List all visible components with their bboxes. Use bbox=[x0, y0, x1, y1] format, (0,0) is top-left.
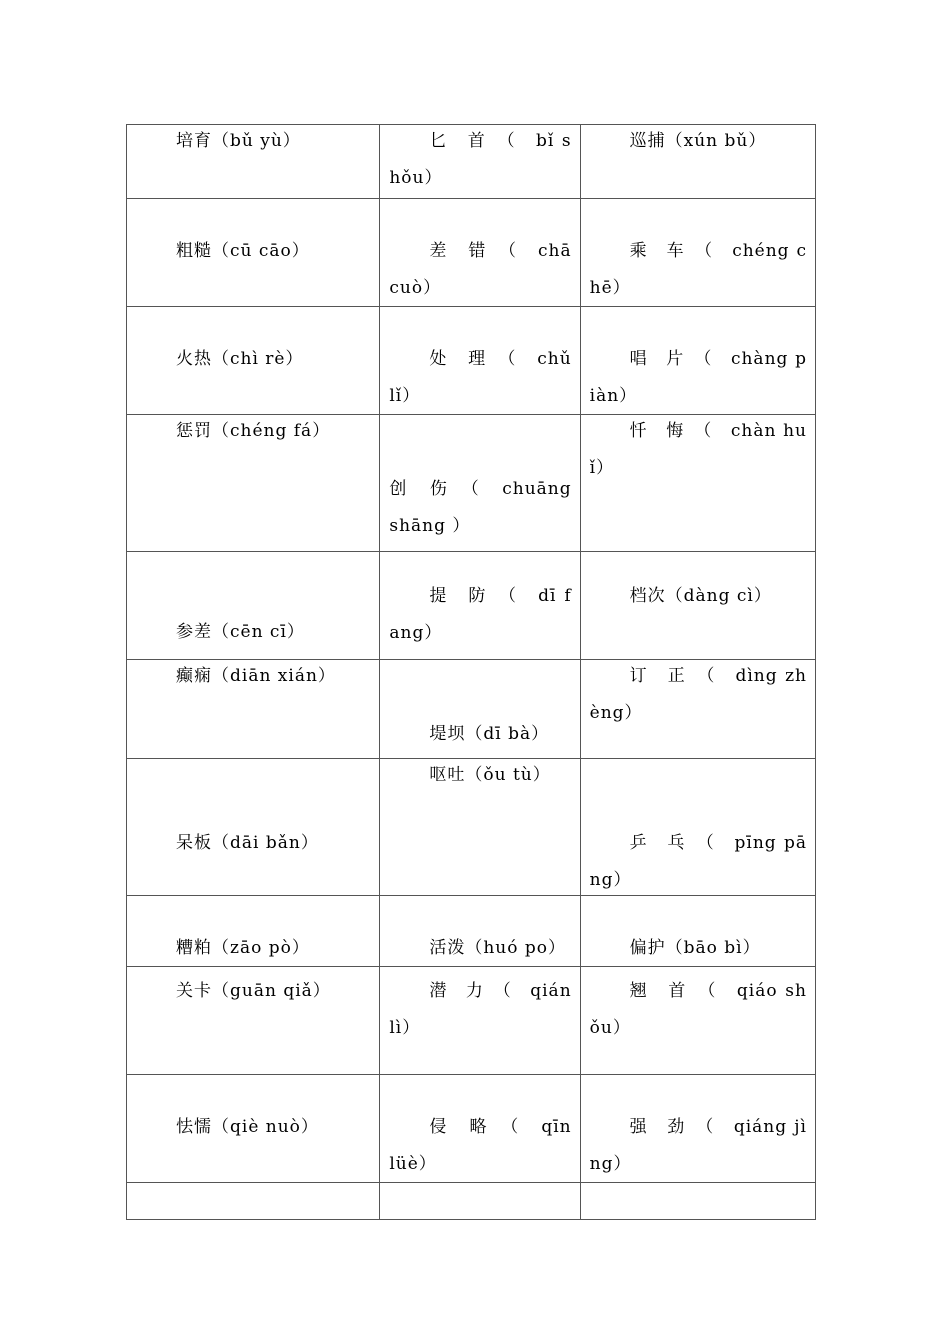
table-row bbox=[127, 1075, 816, 1183]
table-cell bbox=[580, 896, 815, 967]
table-row bbox=[127, 759, 816, 896]
table-cell bbox=[127, 307, 380, 415]
vocab-entry: 翘 首 （ qiáo shǒu） bbox=[589, 981, 807, 1038]
table-cell bbox=[580, 415, 815, 552]
vocab-entry: 档次（dàng cì） bbox=[629, 586, 772, 606]
vocab-entry: 活泼（huó po） bbox=[429, 938, 567, 958]
table-row bbox=[127, 307, 816, 415]
table-row bbox=[127, 896, 816, 967]
vocab-entry: 提 防 （ dī fang） bbox=[389, 586, 572, 643]
vocab-entry: 匕 首 （ bǐ shǒu） bbox=[389, 131, 572, 188]
table-cell bbox=[127, 125, 380, 199]
vocabulary-table bbox=[126, 124, 816, 1220]
vocab-entry: 差 错 （ chā cuò） bbox=[389, 241, 572, 298]
table-cell bbox=[127, 199, 380, 307]
table-row bbox=[127, 125, 816, 199]
vocab-entry: 怯懦（qiè nuò） bbox=[176, 1117, 319, 1137]
table-cell bbox=[380, 1075, 580, 1183]
table-cell bbox=[127, 552, 380, 660]
table-cell bbox=[127, 1183, 380, 1220]
table-cell bbox=[380, 1183, 580, 1220]
table-cell bbox=[127, 896, 380, 967]
table-row bbox=[127, 199, 816, 307]
table-cell bbox=[380, 896, 580, 967]
table-cell bbox=[580, 199, 815, 307]
table-cell bbox=[380, 125, 580, 199]
table-cell bbox=[127, 415, 380, 552]
vocab-entry: 侵 略 （ qīn lüè） bbox=[389, 1117, 572, 1174]
vocab-entry: 乘 车 （ chéng chē） bbox=[589, 241, 807, 298]
table-cell bbox=[380, 660, 580, 759]
vocab-entry: 培育（bǔ yù） bbox=[176, 131, 301, 151]
vocab-entry: 癫痫（diān xián） bbox=[176, 666, 336, 686]
table-cell bbox=[580, 1075, 815, 1183]
vocab-entry: 关卡（guān qiǎ） bbox=[176, 981, 331, 1001]
table-cell bbox=[127, 1075, 380, 1183]
table-row bbox=[127, 415, 816, 552]
vocab-entry: 创 伤 （ chuāng shāng ） bbox=[389, 479, 572, 536]
table-row bbox=[127, 552, 816, 660]
vocab-entry: 参差（cēn cī） bbox=[176, 622, 305, 642]
vocab-entry: 订 正 （ dìng zhèng） bbox=[589, 666, 807, 723]
table-cell bbox=[380, 552, 580, 660]
table-cell bbox=[580, 1183, 815, 1220]
table-cell bbox=[580, 125, 815, 199]
table-cell bbox=[380, 967, 580, 1075]
vocab-entry: 偏护（bāo bì） bbox=[629, 938, 761, 958]
vocab-entry: 呆板（dāi bǎn） bbox=[176, 833, 319, 853]
vocab-entry: 忏 悔 （ chàn huǐ） bbox=[589, 421, 807, 478]
vocab-entry: 巡捕（xún bǔ） bbox=[629, 131, 767, 151]
table-cell bbox=[580, 552, 815, 660]
table-cell bbox=[380, 199, 580, 307]
vocab-entry: 处 理 （ chǔ lǐ） bbox=[389, 349, 572, 406]
vocab-entry: 乒 乓 （ pīng pāng） bbox=[589, 833, 807, 890]
table-cell bbox=[580, 759, 815, 896]
table-cell bbox=[380, 307, 580, 415]
table-cell bbox=[580, 660, 815, 759]
vocab-entry: 糟粕（zāo pò） bbox=[176, 938, 310, 958]
table-cell bbox=[580, 307, 815, 415]
vocab-entry: 呕吐（ǒu tù） bbox=[429, 765, 551, 785]
table-cell bbox=[127, 967, 380, 1075]
table-row bbox=[127, 660, 816, 759]
vocab-entry: 惩罚（chéng fá） bbox=[176, 421, 331, 441]
vocab-entry: 强 劲 （ qiáng jìng） bbox=[589, 1117, 807, 1174]
table-cell bbox=[380, 415, 580, 552]
table-cell bbox=[127, 759, 380, 896]
vocab-entry: 堤坝（dī bà） bbox=[429, 724, 550, 744]
table-cell bbox=[580, 967, 815, 1075]
vocab-entry: 唱 片 （ chàng piàn） bbox=[589, 349, 807, 406]
table-cell bbox=[127, 660, 380, 759]
vocab-entry: 火热（chì rè） bbox=[176, 349, 304, 369]
table-row bbox=[127, 967, 816, 1075]
vocab-entry: 潜 力 （ qián lì） bbox=[389, 981, 572, 1038]
table-cell bbox=[380, 759, 580, 896]
vocab-entry: 粗糙（cū cāo） bbox=[176, 241, 310, 261]
table-row bbox=[127, 1183, 816, 1220]
